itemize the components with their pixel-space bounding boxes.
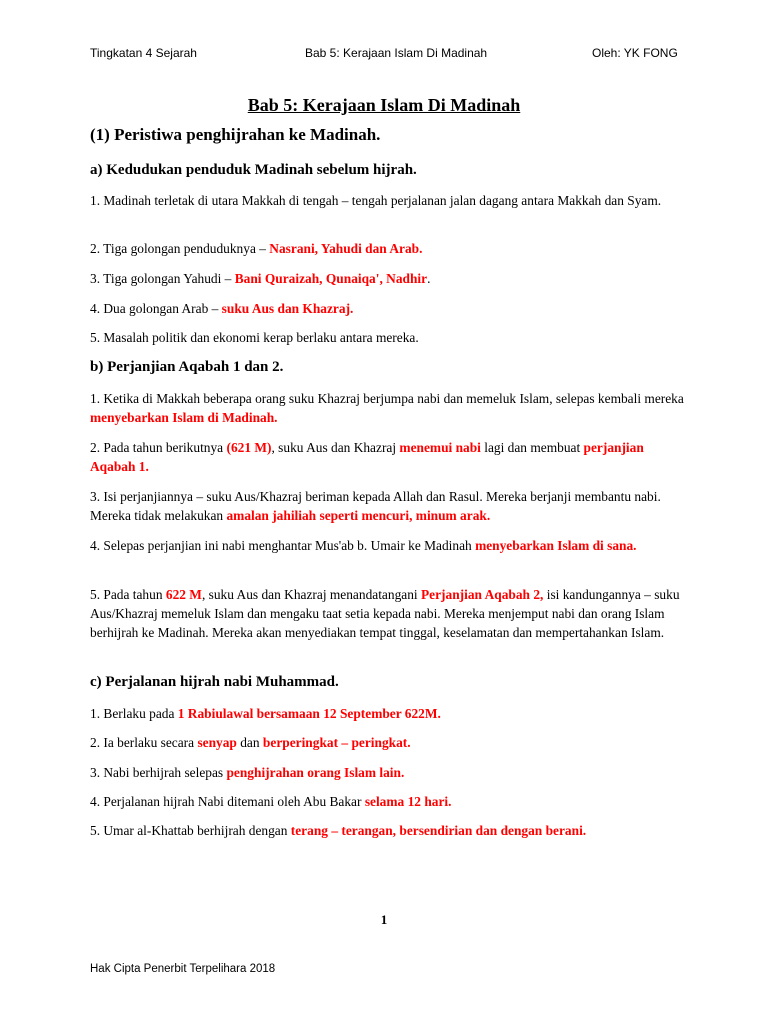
highlight: 622 M: [165, 587, 202, 602]
paragraph-a3: [90, 269, 690, 288]
text: 5. Umar al-Khattab berhijrah dengan: [90, 823, 291, 838]
text: , suku Aus dan Khazraj: [271, 440, 400, 455]
header-right: Oleh: YK FONG: [592, 46, 678, 60]
highlight: berperingkat – peringkat.: [262, 735, 411, 750]
highlight: 1 Rabiulawal bersamaan 12 September 622M.: [177, 706, 441, 721]
highlight: perjanjian Aqabah 1.: [90, 440, 644, 474]
page-title: Bab 5: Kerajaan Islam Di Madinah: [247, 95, 521, 115]
paragraph-a2: [90, 239, 690, 258]
highlight: penghijrahan orang Islam lain.: [226, 765, 405, 780]
paragraph-b2: [90, 438, 690, 476]
page-number: 1: [380, 912, 388, 927]
header-left: Tingkatan 4 Sejarah: [90, 46, 197, 60]
text: 3. Isi perjanjiannya – suku Aus/Khazraj beriman kepada Allah dan Rasul. Mereka berjanji membantu nabi. Mereka tidak melakukan: [90, 489, 661, 523]
highlight: menyebarkan Islam di Madinah.: [90, 410, 278, 425]
paragraph-c5: [90, 821, 690, 840]
text: 3. Tiga golongan Yahudi –: [90, 271, 235, 286]
paragraph-c1: [90, 704, 690, 723]
text: 4. Perjalanan hijrah Nabi ditemani oleh Abu Bakar: [90, 794, 365, 809]
highlight: amalan jahiliah seperti mencuri, minum arak.: [226, 508, 491, 523]
text: 1. Ketika di Makkah beberapa orang suku Khazraj berjumpa nabi dan memeluk Islam, selepas kembali mereka: [90, 391, 684, 406]
text: 2. Tiga golongan penduduknya –: [90, 241, 270, 256]
paragraph-b4: [90, 536, 690, 555]
highlight: Perjanjian Aqabah 2,: [420, 587, 544, 602]
header-center: Bab 5: Kerajaan Islam Di Madinah: [305, 46, 488, 60]
text: dan: [236, 735, 263, 750]
paragraph-c3: [90, 763, 690, 782]
text: 4. Selepas perjanjian ini nabi menghantar Mus'ab b. Umair ke Madinah: [90, 538, 476, 553]
section-heading: (1) Peristiwa penghijrahan ke Madinah.: [90, 125, 381, 144]
text: isi kandungannya – suku Aus/Khazraj memeluk Islam dan mengaku taat setia kepada nabi. Mereka menjemput nabi dan orang Islam berhijrah ke Madinah. Mereka akan menyediakan tempat tinggal, keselamatan dan mempertahankan Islam.: [90, 587, 680, 640]
paragraph-b5: [90, 585, 690, 642]
highlight: suku Aus dan Khazraj.: [221, 301, 354, 316]
highlight: (621 M): [226, 440, 272, 455]
subsection-c-heading: c) Perjalanan hijrah nabi Muhammad.: [90, 674, 339, 690]
paragraph-b1: [90, 389, 690, 427]
text: , suku Aus dan Khazraj menandatangani: [201, 587, 421, 602]
text: 4. Dua golongan Arab –: [90, 301, 222, 316]
text: .: [427, 271, 431, 286]
text: 2. Pada tahun berikutnya: [90, 440, 227, 455]
highlight: Nasrani, Yahudi dan Arab.: [269, 241, 423, 256]
paragraph-a4: [90, 299, 690, 318]
highlight: menyebarkan Islam di sana.: [475, 538, 637, 553]
subsection-a-heading: a) Kedudukan penduduk Madinah sebelum hijrah.: [90, 162, 417, 178]
highlight: senyap: [197, 735, 237, 750]
highlight: Bani Quraizah, Qunaiqa', Nadhir: [234, 271, 428, 286]
paragraph-b3: [90, 487, 690, 525]
footer-copyright: Hak Cipta Penerbit Terpelihara 2018: [90, 963, 276, 975]
subsection-b-heading: b) Perjanjian Aqabah 1 dan 2.: [90, 359, 284, 375]
paragraph-c2: [90, 733, 690, 752]
paragraph-c4: [90, 792, 690, 811]
text: 5. Pada tahun: [90, 587, 166, 602]
text: 2. Ia berlaku secara: [90, 735, 198, 750]
text: 1. Madinah terletak di utara Makkah di tengah – tengah perjalanan jalan dagang antara Makkah dan Syam.: [90, 193, 662, 208]
paragraph-a5: [90, 328, 690, 347]
paragraph-a1: [90, 191, 690, 210]
highlight: menemui nabi: [399, 440, 481, 455]
text: lagi dan membuat: [480, 440, 584, 455]
highlight: selama 12 hari.: [364, 794, 452, 809]
text: 1. Berlaku pada: [90, 706, 178, 721]
text: 3. Nabi berhijrah selepas: [90, 765, 227, 780]
highlight: terang – terangan, bersendirian dan dengan berani.: [290, 823, 587, 838]
text: 5. Masalah politik dan ekonomi kerap berlaku antara mereka.: [90, 330, 419, 345]
